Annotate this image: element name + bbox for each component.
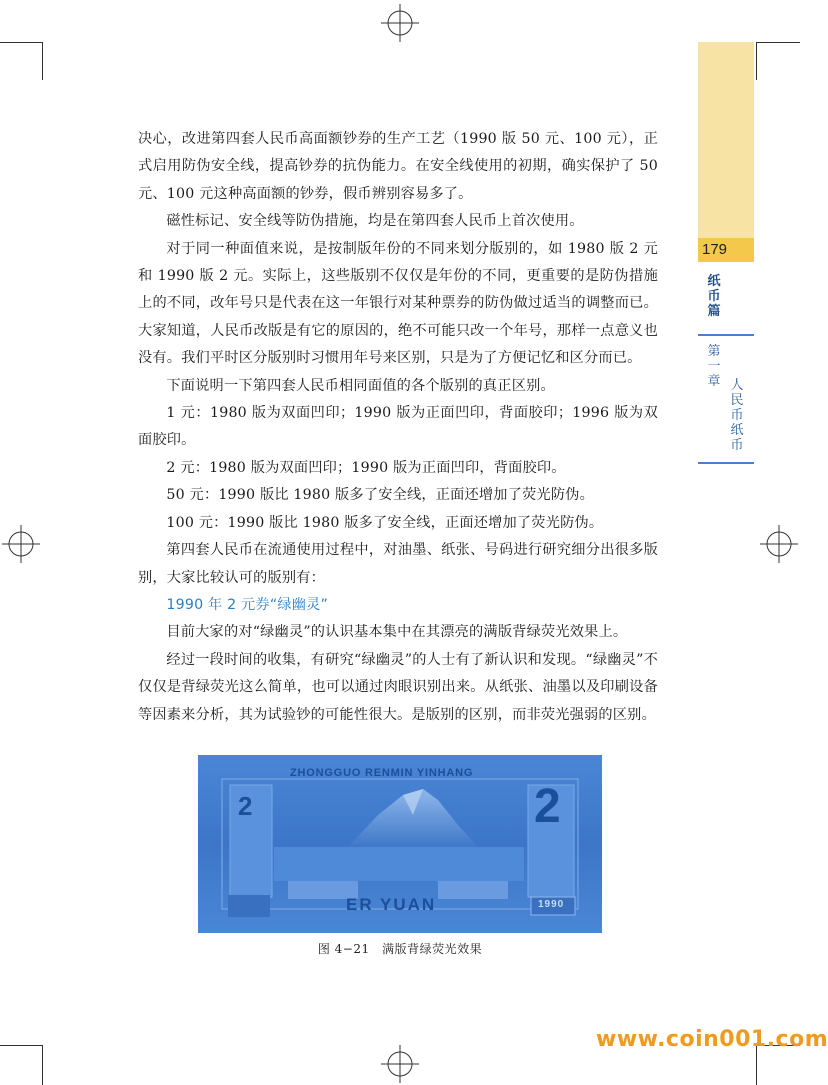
paragraph: 下面说明一下第四套人民币相同面值的各个版别的真正区别。 [166,377,555,394]
crop-mark [0,42,42,43]
crop-mark [42,42,43,80]
banknote-denomination-right: 2 [534,780,561,833]
crop-mark [756,42,757,80]
paragraph: 决心，改进第四套人民币高面额钞券的生产工艺（1990 版 50 元、100 元），正式启用防伪安全线，提高钞券的抗伪能力。在安全线使用的初期，确实保护了 50 元、100 元这种高面额的钞券，假币辨别容易多了。 [138,131,658,202]
paragraph: 磁性标记、安全线等防伪措施，均是在第四套人民币上首次使用。 [166,213,584,230]
section-label: 纸币篇 [707,274,721,319]
paragraph: 目前大家的对“绿幽灵”的认识基本集中在其漂亮的满版背绿荧光效果上。 [166,624,628,641]
paragraph: 对于同一种面值来说，是按制版年份的不同来划分版别的，如 1980 版 2 元和 1990 版 2 元。实际上，这些版别不仅仅是年份的不同，更重要的是防伪措施上的不同，改年号只是代表在这一年银行对某种票券的防伪做过适当的调整而已。大家知道，人民币改版是有它的原因的，绝不可能只改一个年号，那样一点意义也没有。我们平时区分版别时习惯用年号来区别，只是为了方便记忆和区分而已。 [138,240,658,367]
divider-line [698,334,754,336]
paragraph: 经过一段时间的收集，有研究“绿幽灵”的人士有了新认识和发现。“绿幽灵”不仅仅是背绿荧光这么简单，也可以通过肉眼识别出来。从纸张、油墨以及印刷设备等因素来分析，其为试验钞的可能性很大。是版别的区别，而非荧光强弱的区别。 [138,651,658,723]
banknote-year: 1990 [538,899,565,910]
figure-caption: 图 4−21 满版背绿荧光效果 [317,942,483,956]
registration-mark-top [381,4,419,42]
body-text [138,126,658,729]
banknote-top-legend: ZHONGGUO RENMIN YINHANG [290,767,474,779]
divider-line [698,462,754,464]
paragraph: 100 元：1990 版比 1980 版多了安全线，正面还增加了荧光防伪。 [166,514,604,531]
crop-mark [0,1045,42,1046]
banknote-image [198,755,602,933]
registration-mark-right [760,525,798,563]
section-subheading: 1990 年 2 元券“绿幽灵” [166,596,329,613]
paragraph: 50 元：1990 版比 1980 版多了安全线，正面还增加了荧光防伪。 [166,487,595,504]
paragraph: 2 元：1980 版为双面凹印；1990 版为正面凹印，背面胶印。 [166,459,566,476]
registration-mark-bottom [381,1045,419,1083]
page-number: 179 [698,238,754,262]
watermark: www.coin001.com [596,1027,828,1052]
crop-mark [756,42,800,43]
paragraph: 1 元：1980 版为双面凹印；1990 版为正面凹印，背面胶印；1996 版为双面胶印。 [138,405,658,449]
crop-mark [42,1045,43,1085]
paragraph: 第四套人民币在流通使用过程中，对油墨、纸张、号码进行研究细分出很多版别，大家比较认可的版别有： [138,542,658,586]
chapter-tab [698,42,754,262]
chapter-title: 人民币纸币 [730,378,744,453]
banknote-bottom-legend: ER YUAN [346,895,437,914]
registration-mark-left [2,525,40,563]
chapter-number: 第一章 [707,344,721,389]
banknote-denomination-left: 2 [238,791,253,821]
